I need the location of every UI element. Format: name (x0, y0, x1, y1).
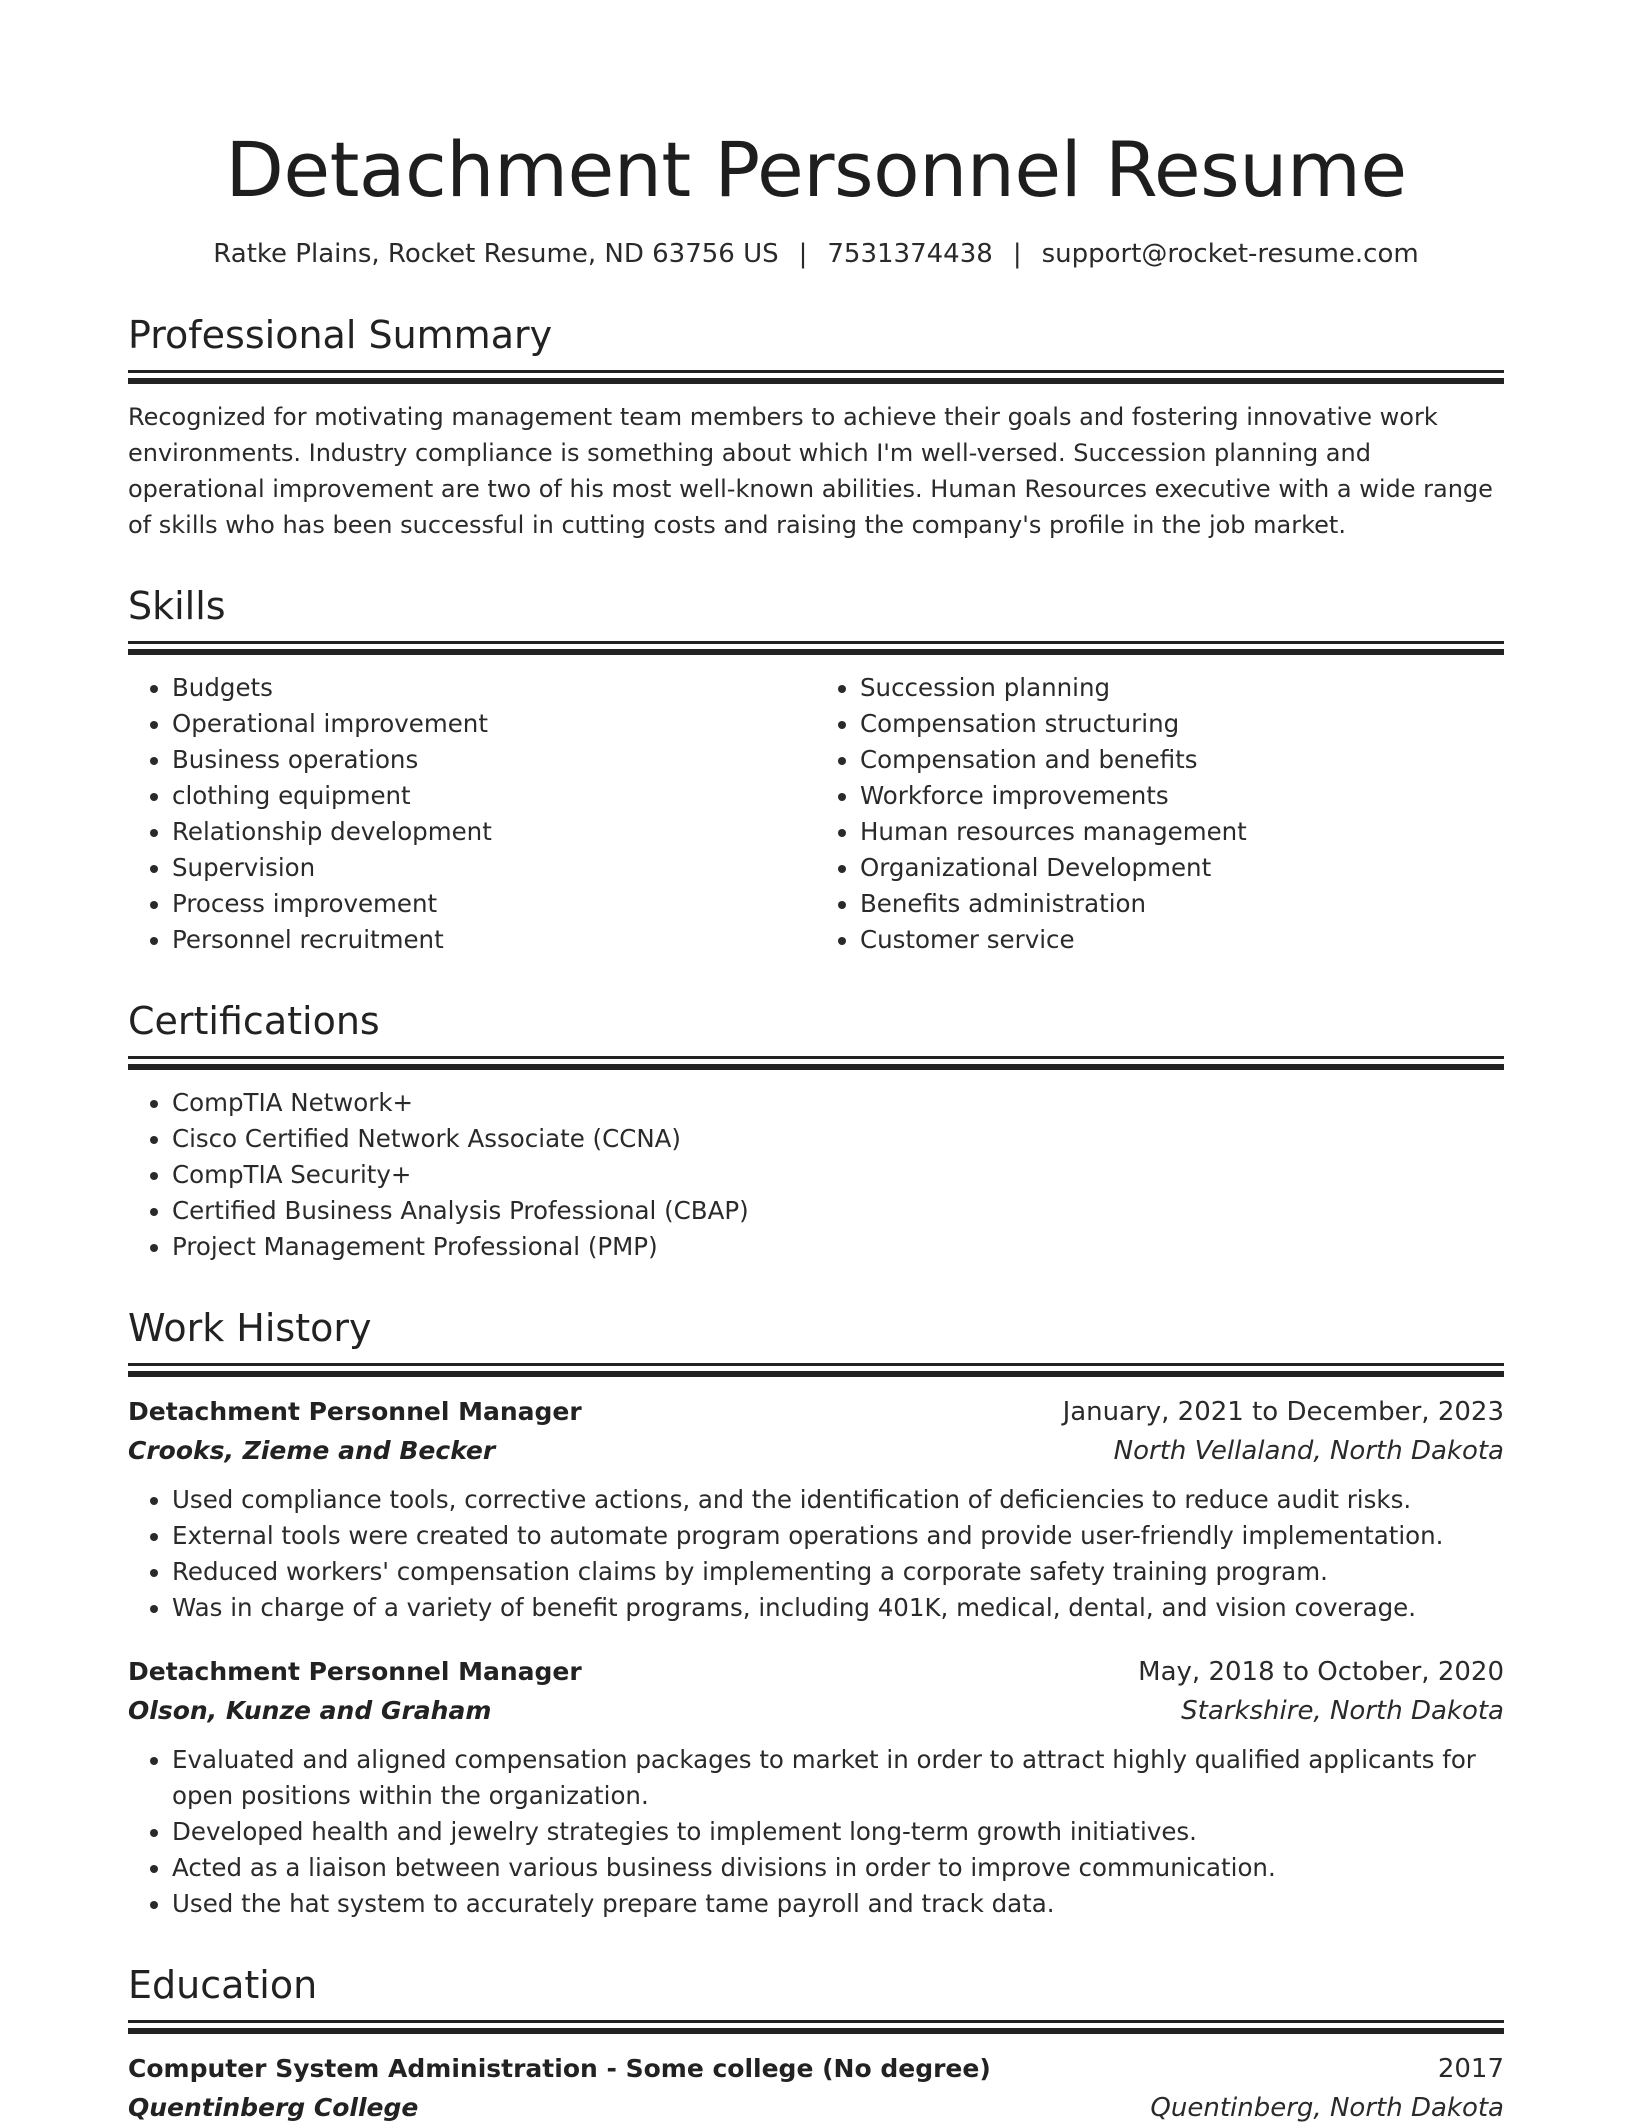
section-divider (128, 1056, 1504, 1059)
section-divider (128, 641, 1504, 644)
job-dates: January, 2021 to December, 2023 (1062, 1397, 1504, 1427)
skills-list-right (816, 670, 1504, 958)
job-bullet: • External tools were created to automate program operations and provide user-friendly implementation. (172, 1518, 1504, 1554)
section-heading: Education (128, 1963, 318, 2007)
job-bullet: • Used the hat system to accurately prepare tame payroll and track data. (172, 1886, 1504, 1922)
skill-item: • Human resources management (860, 814, 1504, 850)
page-title: Detachment Personnel Resume (225, 125, 1407, 214)
contact-address: Ratke Plains, Rocket Resume, ND 63756 US (213, 239, 779, 269)
section-heading: Work History (128, 1306, 372, 1350)
job-bullet: • Reduced workers' compensation claims by implementing a corporate safety training program. (172, 1554, 1504, 1590)
skill-item: • Organizational Development (860, 850, 1504, 886)
skill-item: • Relationship development (172, 814, 816, 850)
education-location: Quentinberg, North Dakota (1150, 2093, 1504, 2123)
education-entry (128, 2049, 1504, 2127)
certifications-list (128, 1085, 1504, 1265)
job-company: Olson, Kunze and Graham (128, 1696, 492, 1725)
section-heading: Skills (128, 584, 226, 628)
contact-email: support@rocket-resume.com (1041, 239, 1419, 269)
education-school: Quentinberg College (128, 2093, 419, 2122)
section-heading: Certifications (128, 999, 380, 1043)
certification-item: • Cisco Certified Network Associate (CCNA) (172, 1121, 1504, 1157)
skill-item: • Supervision (172, 850, 816, 886)
certification-item: • Project Management Professional (PMP) (172, 1229, 1504, 1265)
skill-item: • Benefits administration (860, 886, 1504, 922)
skill-item: • Operational improvement (172, 706, 816, 742)
skill-item: • Personnel recruitment (172, 922, 816, 958)
job-company: Crooks, Zieme and Becker (128, 1436, 496, 1465)
certification-item: • Certified Business Analysis Professional (CBAP) (172, 1193, 1504, 1229)
contact-line (128, 236, 1504, 272)
skill-item: • Compensation structuring (860, 706, 1504, 742)
skill-item: • Customer service (860, 922, 1504, 958)
skill-item: • Process improvement (172, 886, 816, 922)
skill-item: • Succession planning (860, 670, 1504, 706)
skills-section (128, 581, 1504, 958)
skills-list-left (128, 670, 816, 958)
job-bullet: • Was in charge of a variety of benefit programs, including 401K, medical, dental, and vision coverage. (172, 1590, 1504, 1626)
work-history-section (128, 1303, 1504, 1922)
job-bullet: • Developed health and jewelry strategies to implement long-term growth initiatives. (172, 1814, 1504, 1850)
job-bullets (128, 1742, 1504, 1922)
job-title: Detachment Personnel Manager (128, 1397, 582, 1426)
summary-text: Recognized for motivating management team members to achieve their goals and fostering innovative work environments. Industry compliance is something about which I'm well-versed. Succession planning and operational improvement are two of his most well-known abilities. Human Resources executive with a wide range of skills who has been successful in cutting costs and raising the company's profile in the job market. (128, 403, 1493, 539)
education-year: 2017 (1437, 2054, 1504, 2084)
skill-item: • clothing equipment (172, 778, 816, 814)
skill-item: • Workforce improvements (860, 778, 1504, 814)
job-bullets (128, 1482, 1504, 1626)
job-bullet: • Used compliance tools, corrective actions, and the identification of deficiencies to reduce audit risks. (172, 1482, 1504, 1518)
section-divider (128, 2020, 1504, 2023)
education-section (128, 1960, 1504, 2127)
skills-grid (128, 670, 1504, 958)
skill-item: • Compensation and benefits (860, 742, 1504, 778)
job-entry (128, 1392, 1504, 1626)
skill-item: • Budgets (172, 670, 816, 706)
job-bullet: • Evaluated and aligned compensation packages to market in order to attract highly qualified applicants for open positions within the organization. (172, 1742, 1504, 1814)
skill-item: • Business operations (172, 742, 816, 778)
section-divider (128, 370, 1504, 373)
job-entry (128, 1652, 1504, 1922)
job-location: Starkshire, North Dakota (1181, 1696, 1504, 1726)
summary-section (128, 310, 1504, 543)
job-location: North Vellaland, North Dakota (1113, 1436, 1504, 1466)
section-divider (128, 1363, 1504, 1366)
job-dates: May, 2018 to October, 2020 (1138, 1657, 1504, 1687)
contact-separator: | (1012, 239, 1022, 269)
job-bullet: • Acted as a liaison between various business divisions in order to improve communication. (172, 1850, 1504, 1886)
certification-item: • CompTIA Security+ (172, 1157, 1504, 1193)
job-title: Detachment Personnel Manager (128, 1657, 582, 1686)
education-degree: Computer System Administration - Some college (No degree) (128, 2054, 991, 2083)
certifications-section (128, 996, 1504, 1265)
contact-separator: | (798, 239, 808, 269)
section-heading: Professional Summary (128, 313, 553, 357)
contact-phone: 7531374438 (827, 239, 993, 269)
certification-item: • CompTIA Network+ (172, 1085, 1504, 1121)
